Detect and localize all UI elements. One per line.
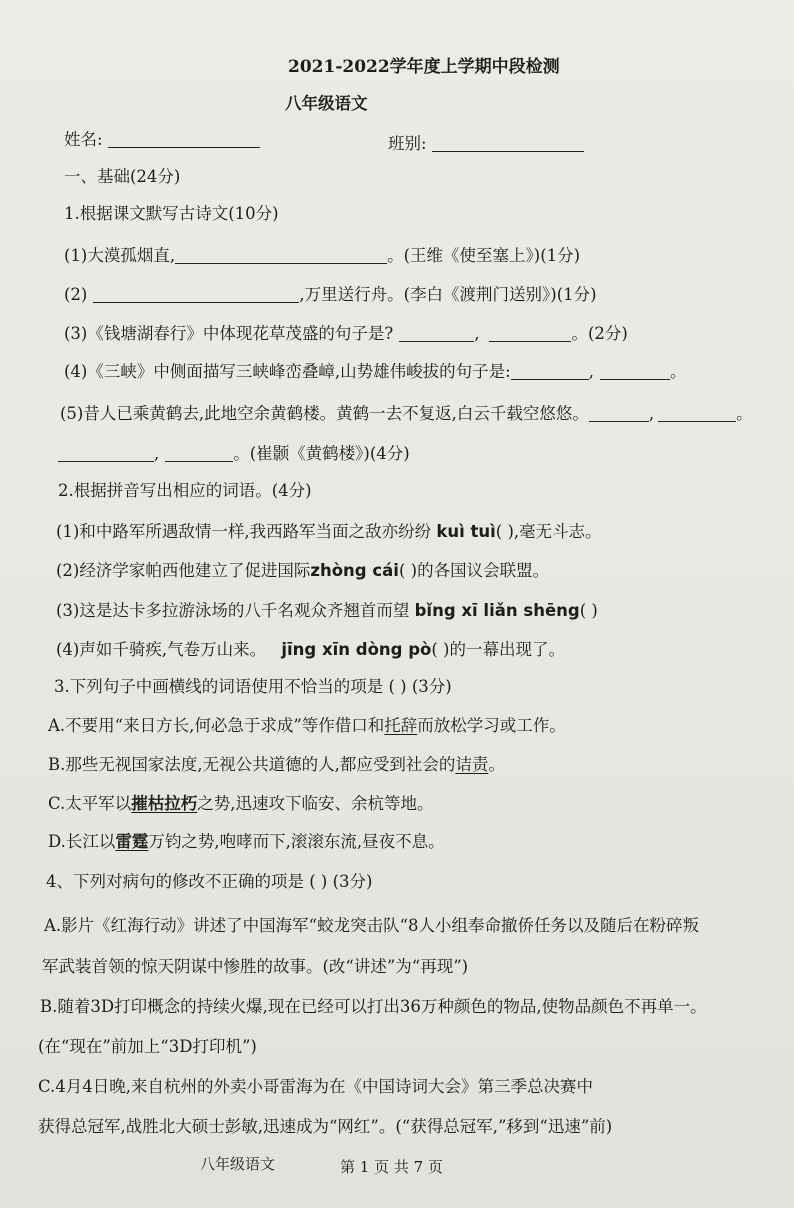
underlined-word: 托辞 — [384, 716, 418, 735]
q4-option-b-line1: B.随着3D打印概念的持续火爆,现在已经可以打出36万种颜色的物品,使物品颜色不再单一。 — [40, 997, 707, 1016]
q1-item-2: (2) ,万里送行舟。(李白《渡荆门送别》)(1分) — [64, 285, 597, 304]
answer-blank — [511, 363, 589, 381]
answer-blank — [600, 363, 670, 381]
answer-blank — [399, 325, 474, 343]
q1-item-5: (5)昔人已乘黄鹤去,此地空余黄鹤楼。黄鹤一去不复返,白云千载空悠悠。 , 。 — [60, 404, 753, 423]
class-label: 班别: — [388, 134, 427, 153]
q4-option-c-line2: 获得总冠军,战胜北大硕士彭敏,迅速成为“网红”。(“获得总冠军,”移到“迅速”前) — [38, 1117, 613, 1136]
answer-blank — [489, 325, 571, 343]
answer-blank — [589, 405, 649, 423]
exam-subject: 八年级语文 — [285, 94, 368, 113]
answer-blank — [58, 445, 154, 463]
name-label: 姓名: — [64, 130, 103, 149]
class-blank — [432, 135, 584, 153]
q2-item-1: (1)和中路军所遇敌情一样,我西路军当面之敌亦纷纷 kuì tuì( ),毫无斗志。 — [56, 522, 602, 541]
pinyin: bǐng xī liǎn shēng — [414, 601, 580, 620]
underlined-word: 雷霆 — [115, 832, 149, 851]
q4-option-c-line1: C.4月4日晚,来自杭州的外卖小哥雷海为在《中国诗词大会》第三季总决赛中 — [38, 1077, 594, 1096]
q2-item-4: (4)声如千骑疾,气卷万山来。 jīng xīn dòng pò( )的一幕出现了。 — [56, 640, 565, 659]
q1-item-1: (1)大漠孤烟直, 。(王维《使至塞上》)(1分) — [64, 246, 581, 265]
q3-title: 3.下列句子中画横线的词语使用不恰当的项是 ( ) (3分) — [54, 677, 452, 696]
q1-title: 1.根据课文默写古诗文(10分) — [64, 204, 279, 223]
q3-option-a: A.不要用“来日方长,何必急于求成”等作借口和托辞而放松学习或工作。 — [48, 716, 566, 735]
name-blank — [108, 131, 260, 149]
q1-item-4: (4)《三峡》中侧面描写三峡峰峦叠嶂,山势雄伟峻拔的句子是: , 。 — [64, 362, 687, 381]
answer-blank — [93, 286, 299, 304]
answer-blank — [175, 247, 387, 265]
q4-option-a-line2: 军武装首领的惊天阴谋中惨胜的故事。(改“讲述”为“再现”) — [42, 957, 469, 976]
q3-option-d: D.长江以雷霆万钧之势,咆哮而下,滚滚东流,昼夜不息。 — [48, 832, 445, 851]
pinyin: kuì tuì — [436, 522, 496, 541]
q1-item-3: (3)《钱塘湖春行》中体现花草茂盛的句子是? , 。(2分) — [64, 324, 628, 343]
q1-item-5-cont: , 。(崔颢《黄鹤楼》)(4分) — [58, 440, 410, 464]
q4-option-a-line1: A.影片《红海行动》讲述了中国海军“蛟龙突击队“8人小组奉命撤侨任务以及随后在粉碎叛 — [44, 916, 700, 935]
footer-subject: 八年级语文 — [200, 1155, 276, 1173]
q4-option-b-line2: (在“现在”前加上“3D打印机”) — [38, 1037, 257, 1056]
pinyin: jīng xīn dòng pò — [281, 640, 432, 659]
answer-blank — [165, 445, 233, 463]
q2-item-3: (3)这是达卡多拉游泳场的八千名观众齐翘首而望 bǐng xī liǎn shēng( ) — [56, 601, 598, 620]
exam-title: 2021-2022学年度上学期中段检测 — [288, 57, 560, 77]
q3-option-b: B.那些无视国家法度,无视公共道德的人,都应受到社会的诘责。 — [48, 755, 505, 774]
section-heading: 一、基础(24分) — [64, 167, 181, 186]
class-field — [388, 130, 584, 154]
underlined-word: 诘责 — [455, 755, 489, 774]
q4-title: 4、下列对病句的修改不正确的项是 ( ) (3分) — [46, 872, 373, 891]
underlined-word: 摧枯拉朽 — [131, 794, 198, 813]
pinyin: zhòng cái — [310, 561, 399, 580]
q3-option-c: C.太平军以摧枯拉朽之势,迅速攻下临安、余杭等地。 — [48, 794, 434, 813]
footer-page-number: 第 1 页 共 7 页 — [340, 1158, 443, 1176]
name-field — [64, 126, 260, 150]
answer-blank — [658, 405, 736, 423]
q2-item-2: (2)经济学家帕西他建立了促进国际zhòng cái( )的各国议会联盟。 — [56, 561, 550, 580]
q2-title: 2.根据拼音写出相应的词语。(4分) — [58, 481, 312, 500]
